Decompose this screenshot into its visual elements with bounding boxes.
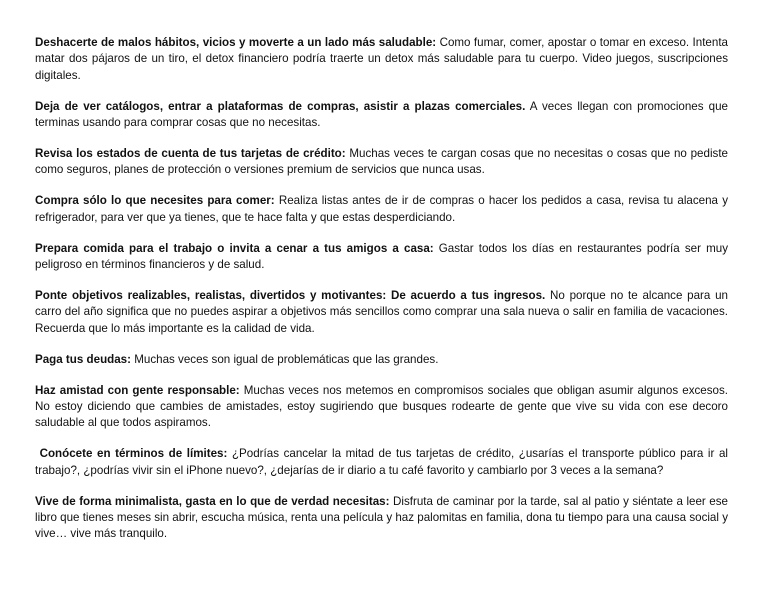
paragraph-food-shopping-text: Realiza listas antes de ir de compras o hacer los pedidos a casa, revisa tu alacena y refrigerador, para ver que ya tienes, que te hace falta y que estas desperdiciando. <box>35 194 728 224</box>
paragraph-debts-text: Muchas veces son igual de problemáticas que las grandes. <box>131 352 439 366</box>
paragraph-habits <box>35 35 728 84</box>
paragraph-minimalism <box>35 494 728 543</box>
document-content <box>35 35 728 557</box>
paragraph-habits-text: Como fumar, comer, apostar o tomar en exceso. Intenta matar dos pájaros de un tiro, el detox financiero podría traerte un detox más saludable para tu cuerpo. Video juegos, suscripciones digitales. <box>35 36 728 82</box>
paragraph-food-shopping-heading: Compra sólo lo que necesites para comer: <box>35 194 275 208</box>
paragraph-catalogs <box>35 99 728 132</box>
paragraph-cook-at-home-text: Gastar todos los días en restaurantes podría ser muy peligroso en términos financieros y de salud. <box>35 241 728 272</box>
paragraph-debts-heading: Paga tus deudas: <box>35 352 131 366</box>
paragraph-cook-at-home-heading: Prepara comida para el trabajo o invita a cenar a tus amigos a casa: <box>35 241 434 255</box>
paragraph-food-shopping <box>35 193 728 226</box>
paragraph-goals-text: No porque no te alcance para un carro del año significa que no puedes aspirar a objetivos más sencillos como comprar una sala nueva o salir en familia de vacaciones. Recuerda que lo más importante es la calidad de vida. <box>35 288 728 335</box>
paragraph-minimalism-text: Disfruta de caminar por la tarde, sal al patio y siéntate a leer ese libro que tienes meses sin abrir, escucha música, renta una película y haz palomitas en familia, dona tu tiempo para una causa social y vive… vive más tranquilo. <box>35 494 728 541</box>
paragraph-friends-text: Muchas veces nos metemos en compromisos sociales que obligan asumir algunos excesos. No estoy diciendo que cambies de amistades, estoy sugiriendo que busques rodearte de gente que vive su vida con ese decoro saludable al que todos aspiramos. <box>35 383 728 430</box>
paragraph-cook-at-home <box>35 241 728 274</box>
paragraph-limits-heading: Conócete en términos de límites: <box>35 447 228 461</box>
paragraph-credit-statements-text: Muchas veces te cargan cosas que no necesitas o cosas que no pediste como seguros, planes de protección o versiones premium de servicios que nunca usas. <box>35 147 728 177</box>
paragraph-catalogs-heading: Deja de ver catálogos, entrar a plataformas de compras, asistir a plazas comerciales. <box>35 99 526 113</box>
paragraph-habits-heading: Deshacerte de malos hábitos, vicios y moverte a un lado más saludable: <box>35 36 437 49</box>
paragraph-limits-text: ¿Podrías cancelar la mitad de tus tarjetas de crédito, ¿usarías el transporte público para ir al trabajo?, ¿podrías vivir sin el iPhone nuevo?, ¿dejarías de ir diario a tu café favorito y cambiarlo por 3 veces a la semana? <box>35 447 728 477</box>
paragraph-friends-heading: Haz amistad con gente responsable: <box>35 383 240 397</box>
paragraph-credit-statements <box>35 146 728 179</box>
paragraph-limits <box>35 446 728 479</box>
paragraph-goals-heading: Ponte objetivos realizables, realistas, divertidos y motivantes: De acuerdo a tus ingresos. <box>35 288 546 302</box>
paragraph-debts <box>35 352 728 368</box>
paragraph-goals <box>35 288 728 337</box>
paragraph-minimalism-heading: Vive de forma minimalista, gasta en lo que de verdad necesitas: <box>35 494 390 508</box>
paragraph-credit-statements-heading: Revisa los estados de cuenta de tus tarjetas de crédito: <box>35 147 346 161</box>
paragraph-friends <box>35 383 728 432</box>
paragraph-catalogs-text: A veces llegan con promociones que terminas usando para comprar cosas que no necesitas. <box>35 99 728 130</box>
